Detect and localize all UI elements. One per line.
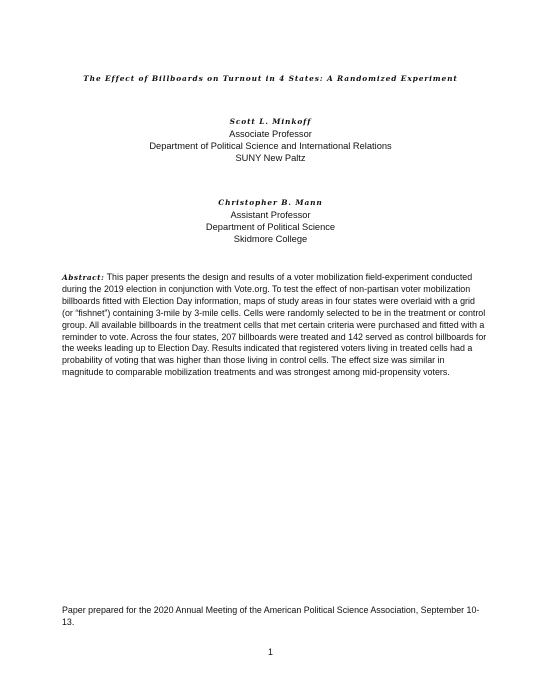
author-department: Department of Political Science and International Relations [149, 141, 392, 151]
abstract [62, 272, 487, 379]
paper-title: The Effect of Billboards on Turnout in 4 States: A Randomized Experiment [83, 74, 458, 83]
author-block-2 [0, 197, 541, 245]
author-name: Christopher B. Mann [218, 198, 323, 207]
author-institution: Skidmore College [233, 234, 308, 244]
conference-footnote: Paper prepared for the 2020 Annual Meeting of the American Political Science Association, September 10-13. [62, 605, 480, 627]
abstract-text: This paper presents the design and results of a voter mobilization field-experiment conducted during the 2019 election in conjunction with Vote.org. To test the effect of non-partisan voter mobilization billboards fitted with Election Day information, maps of study areas in four states were overlaid with a grid (or “fishnet”) containing 3-mile by 3-mile cells. Cells were randomly selected to be in the treatment or control group. All available billboards in the treatment cells that met certain criteria were purchased and fitted with a reminder to vote. Across the four states, 207 billboards were treated and 142 served as control billboards for the weeks leading up to Election Day. Results indicated that registered voters living in treated cells had a probability of voting that was higher than those living in control cells. The effect size was similar in magnitude to comparable mobilization treatments and was strongest among mid-propensity voters. [62, 272, 487, 378]
author-block-1 [0, 116, 541, 164]
author-department: Department of Political Science [205, 222, 336, 232]
author-position: Assistant Professor [230, 210, 311, 220]
author-name: Scott L. Minkoff [229, 117, 312, 126]
abstract-label: Abstract: [62, 273, 105, 282]
author-position: Associate Professor [229, 129, 312, 139]
author-institution: SUNY New Paltz [235, 153, 306, 163]
page-number: 1 [268, 647, 273, 657]
